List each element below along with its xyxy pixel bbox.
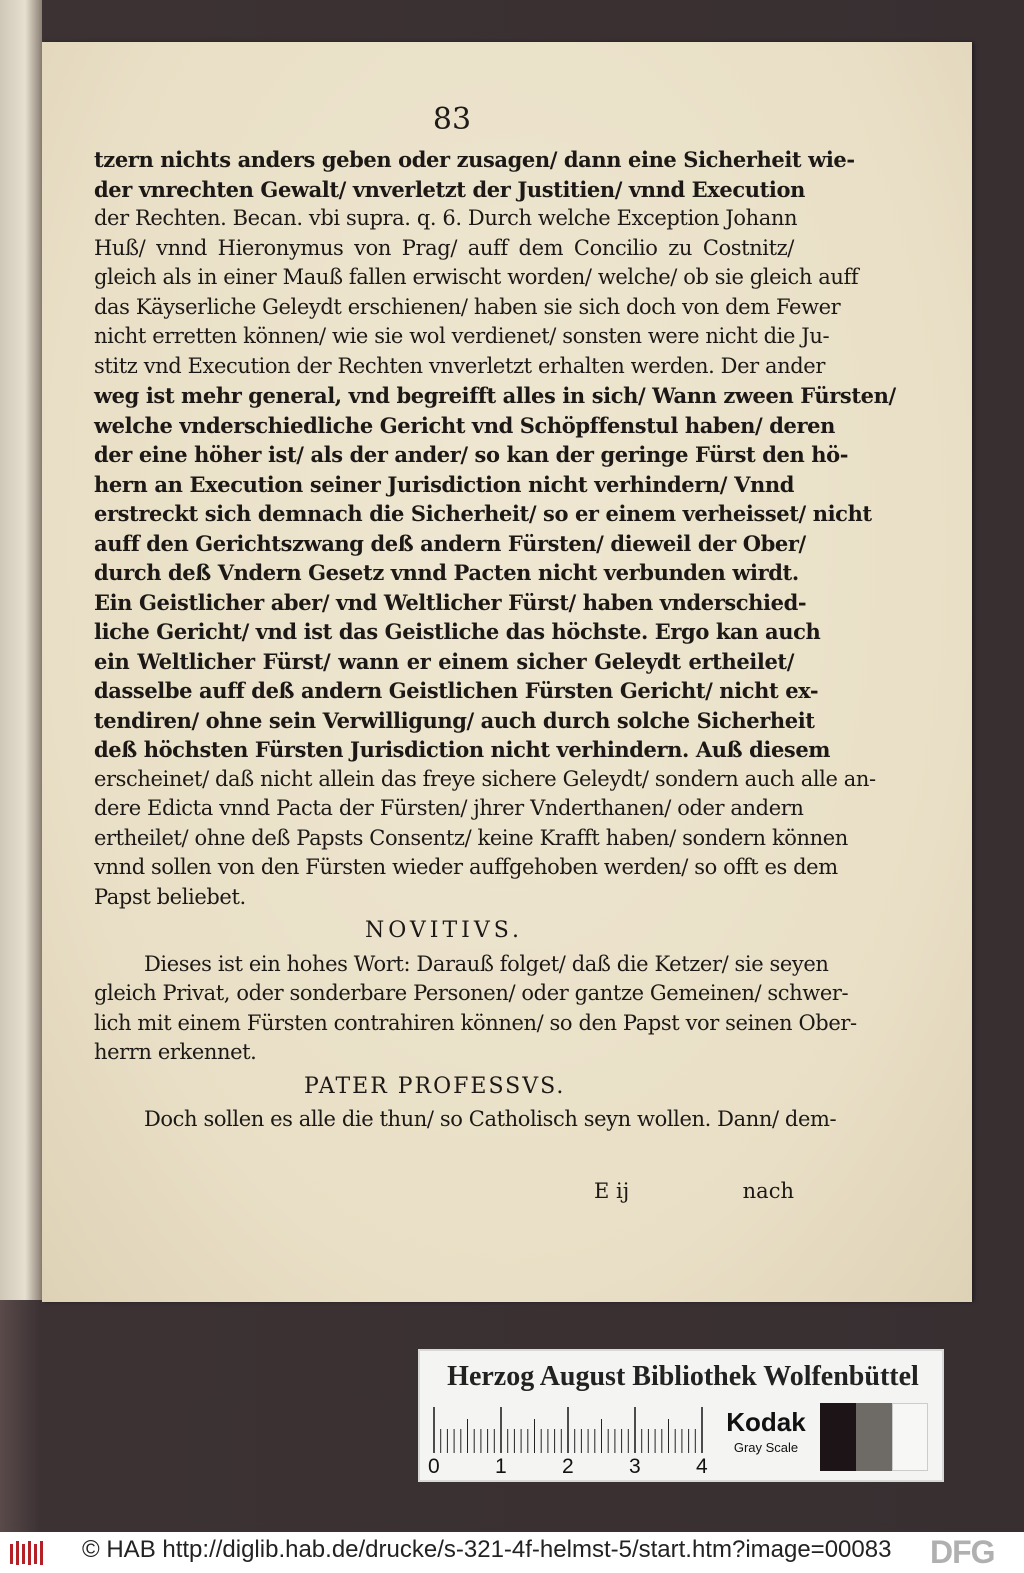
scale-ruler — [430, 1403, 715, 1453]
ruler-number: 1 — [495, 1455, 507, 1478]
text-line: Ein Geistlicher aber/ vnd Weltlicher Fürst/ haben vnderschied- — [94, 589, 807, 615]
dfg-logo: DFG — [930, 1534, 995, 1570]
text-line: Huß/ vnnd Hieronymus von Prag/ auff dem Concilio zu Costnitz/ — [94, 235, 794, 260]
text-line: Dieses ist ein hohes Wort: Darauß folget/ daß die Ketzer/ sie seyen — [144, 951, 829, 976]
ruler-number: 4 — [696, 1455, 708, 1478]
text-line: gleich Privat, oder sonderbare Personen/ oder gantze Gemeinen/ schwer- — [94, 981, 849, 1005]
gray-swatch-dark — [820, 1403, 856, 1471]
ruler-number: 3 — [629, 1455, 641, 1478]
text-line: erscheinet/ daß nicht allein das freye sichere Geleydt/ sondern auch alle an- — [94, 766, 876, 791]
text-line: herrn erkennet. — [94, 1040, 257, 1064]
kodak-label — [716, 1407, 816, 1455]
hab-logo-icon — [8, 1538, 48, 1568]
text-line: das Käyserliche Geleydt erschienen/ haben sie sich doch von dem Fewer — [94, 294, 841, 319]
library-name: Herzog August Bibliothek Wolfenbüttel — [447, 1361, 919, 1392]
text-line: Doch sollen es alle die thun/ so Catholisch seyn wollen. Dann/ dem- — [144, 1107, 837, 1131]
kodak-subtitle: Gray Scale — [733, 1440, 799, 1455]
text-line: der Rechten. Becan. vbi supra. q. 6. Durch welche Exception Johann — [94, 206, 798, 230]
text-line: stitz vnd Execution der Rechten vnverletzt erhalten werden. Der ander — [94, 353, 825, 378]
text-line: erstreckt sich demnach die Sicherheit/ so er einem verheisset/ nicht — [94, 501, 872, 526]
text-line: liche Gericht/ vnd ist das Geistliche das höchste. Ergo kan auch — [94, 619, 821, 644]
copyright-url: © HAB http://diglib.hab.de/drucke/s-321-4f-helmst-5/start.htm?image=00083 — [82, 1536, 892, 1563]
signature-mark: E ij — [594, 1179, 630, 1203]
heading-pater-professus: PATER PROFESSVS. — [304, 1073, 566, 1099]
paragraph-2 — [94, 950, 857, 1068]
text-line: auff den Gerichtszwang deß andern Fürsten/ dieweil der Ober/ — [94, 530, 806, 556]
text-line: dasselbe auff deß andern Geistlichen Fürsten Gericht/ nicht ex- — [94, 678, 819, 703]
text-line: hern an Execution seiner Jurisdiction nicht verhindern/ Vnnd — [94, 471, 794, 497]
page-text — [94, 145, 896, 1135]
text-line: der vnrechten Gewalt/ vnverletzt der Justitien/ vnnd Execution — [94, 176, 805, 202]
text-line: welche vnderschiedliche Gericht vnd Schöpffenstul haben/ deren — [94, 412, 835, 438]
text-line: vnnd sollen von den Fürsten wieder auffgehoben werden/ so offt es dem — [94, 855, 838, 879]
text-line: weg ist mehr general, vnd begreifft alles in sich/ Wann zween Fürsten/ — [94, 383, 896, 408]
text-line: nicht erretten können/ wie sie wol verdienet/ sonsten were nicht die Ju- — [94, 324, 830, 348]
text-line: durch deß Vndern Gesetz vnnd Pacten nicht verbunden wirdt. — [94, 560, 799, 585]
text-line: tzern nichts anders geben oder zusagen/ dann eine Sicherheit wie- — [94, 147, 855, 172]
paragraph-1 — [94, 145, 896, 912]
text-line: ein Weltlicher Fürst/ wann er einem sicher Geleydt ertheilet/ — [94, 648, 794, 674]
color-target-card — [418, 1349, 944, 1482]
ruler-number: 0 — [428, 1455, 440, 1478]
text-line: der eine höher ist/ als der ander/ so kan der geringe Fürst den hö- — [94, 442, 849, 467]
footer-bar — [0, 1532, 1024, 1573]
gray-swatch-mid — [856, 1403, 892, 1471]
ruler-numbers — [424, 1455, 714, 1479]
heading-novitius: NOVITIVS. — [364, 918, 523, 943]
gray-swatch-light — [892, 1403, 928, 1471]
text-line: gleich als in einer Mauß fallen erwischt worden/ welche/ ob sie gleich auff — [94, 265, 859, 289]
book-page — [42, 42, 972, 1302]
ruler-number: 2 — [562, 1455, 574, 1478]
kodak-brand: Kodak — [726, 1407, 806, 1437]
page-number: 83 — [432, 102, 472, 137]
catchword: nach — [742, 1179, 794, 1203]
text-line: deß höchsten Fürsten Jurisdiction nicht verhindern. Auß diesem — [94, 737, 831, 762]
text-line: dere Edicta vnnd Pacta der Fürsten/ jhrer Vnderthanen/ oder andern — [94, 796, 804, 820]
text-line: ertheilet/ ohne deß Papsts Consentz/ keine Krafft haben/ sondern können — [94, 825, 848, 850]
text-line: Papst beliebet. — [94, 884, 246, 909]
previous-page-edge — [0, 0, 42, 1300]
text-line: tendiren/ ohne sein Verwilligung/ auch durch solche Sicherheit — [94, 707, 815, 733]
text-line: lich mit einem Fürsten contrahiren können/ so den Papst vor seinen Ober- — [94, 1010, 857, 1035]
